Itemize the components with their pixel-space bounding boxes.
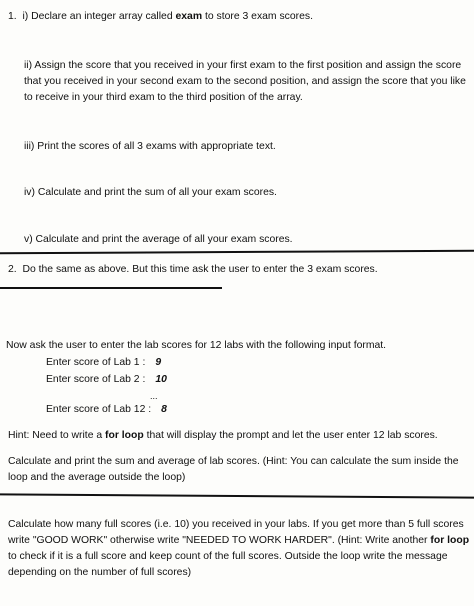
- full-scores-keyword: for loop: [430, 535, 470, 546]
- lab-prompt-12-value: 8: [161, 404, 167, 415]
- lab-hint: [8, 428, 438, 444]
- question-1-part-i: [8, 9, 313, 25]
- question-1-part-iii: iii) Print the scores of all 3 exams with appropriate text.: [24, 141, 276, 152]
- question-1-part-ii: ii) Assign the score that you received in your first exam to the first position and assign the score that you received in your second exam to the second position, and assign the score that you like to receive in your third exam to the third position of the array.: [24, 60, 466, 103]
- divider-line: [0, 250, 474, 254]
- lab-sum-average-task: Calculate and print the sum and average of lab scores. (Hint: You can calculate the sum inside the loop and the average outside the loop): [8, 456, 459, 483]
- full-scores-text-1: Calculate how many full scores (i.e. 10) you received in your labs. If you get more than 5 full scores write "GOOD WORK" otherwise write "NEEDED TO WORK HARDER". (Hint: Write another: [8, 519, 464, 546]
- question-2-number: 2.: [8, 264, 17, 275]
- part-i-prefix: i) Declare an integer array called: [22, 11, 176, 22]
- lab-hint-keyword: for loop: [105, 430, 144, 441]
- part-i-suffix: to store 3 exam scores.: [202, 11, 313, 22]
- divider-line: [0, 493, 474, 498]
- lab-prompt-1-label: Enter score of Lab 1 :: [46, 357, 146, 368]
- full-scores-text-2: to check if it is a full score and keep count of the full scores. Outside the loop write the message depending on the number of full scores): [8, 551, 448, 578]
- divider-line: [0, 287, 222, 289]
- full-scores-task: [8, 517, 470, 581]
- lab-prompt-2-label: Enter score of Lab 2 :: [46, 374, 146, 385]
- part-i-array-name: exam: [175, 11, 203, 22]
- question-1-part-v: v) Calculate and print the average of all your exam scores.: [24, 234, 293, 245]
- lab-prompt-12-label: Enter score of Lab 12 :: [46, 404, 152, 415]
- lab-hint-prefix: Hint: Need to write a: [8, 430, 106, 441]
- lab-prompt-1: [46, 355, 161, 371]
- question-1-part-iv: iv) Calculate and print the sum of all your exam scores.: [24, 187, 277, 198]
- question-2: [8, 262, 378, 278]
- lab-prompt-2: [46, 372, 167, 388]
- question-2-text: Do the same as above. But this time ask the user to enter the 3 exam scores.: [22, 264, 378, 275]
- question-1-number: 1.: [8, 11, 17, 22]
- lab-prompt-2-value: 10: [155, 374, 167, 385]
- lab-prompt-1-value: 9: [155, 357, 162, 368]
- lab-prompt-ellipsis: ...: [150, 391, 158, 401]
- lab-prompt-12: [46, 402, 167, 418]
- lab-intro: Now ask the user to enter the lab scores for 12 labs with the following input format.: [6, 340, 387, 351]
- lab-hint-suffix: that will display the prompt and let the user enter 12 lab scores.: [143, 430, 438, 441]
